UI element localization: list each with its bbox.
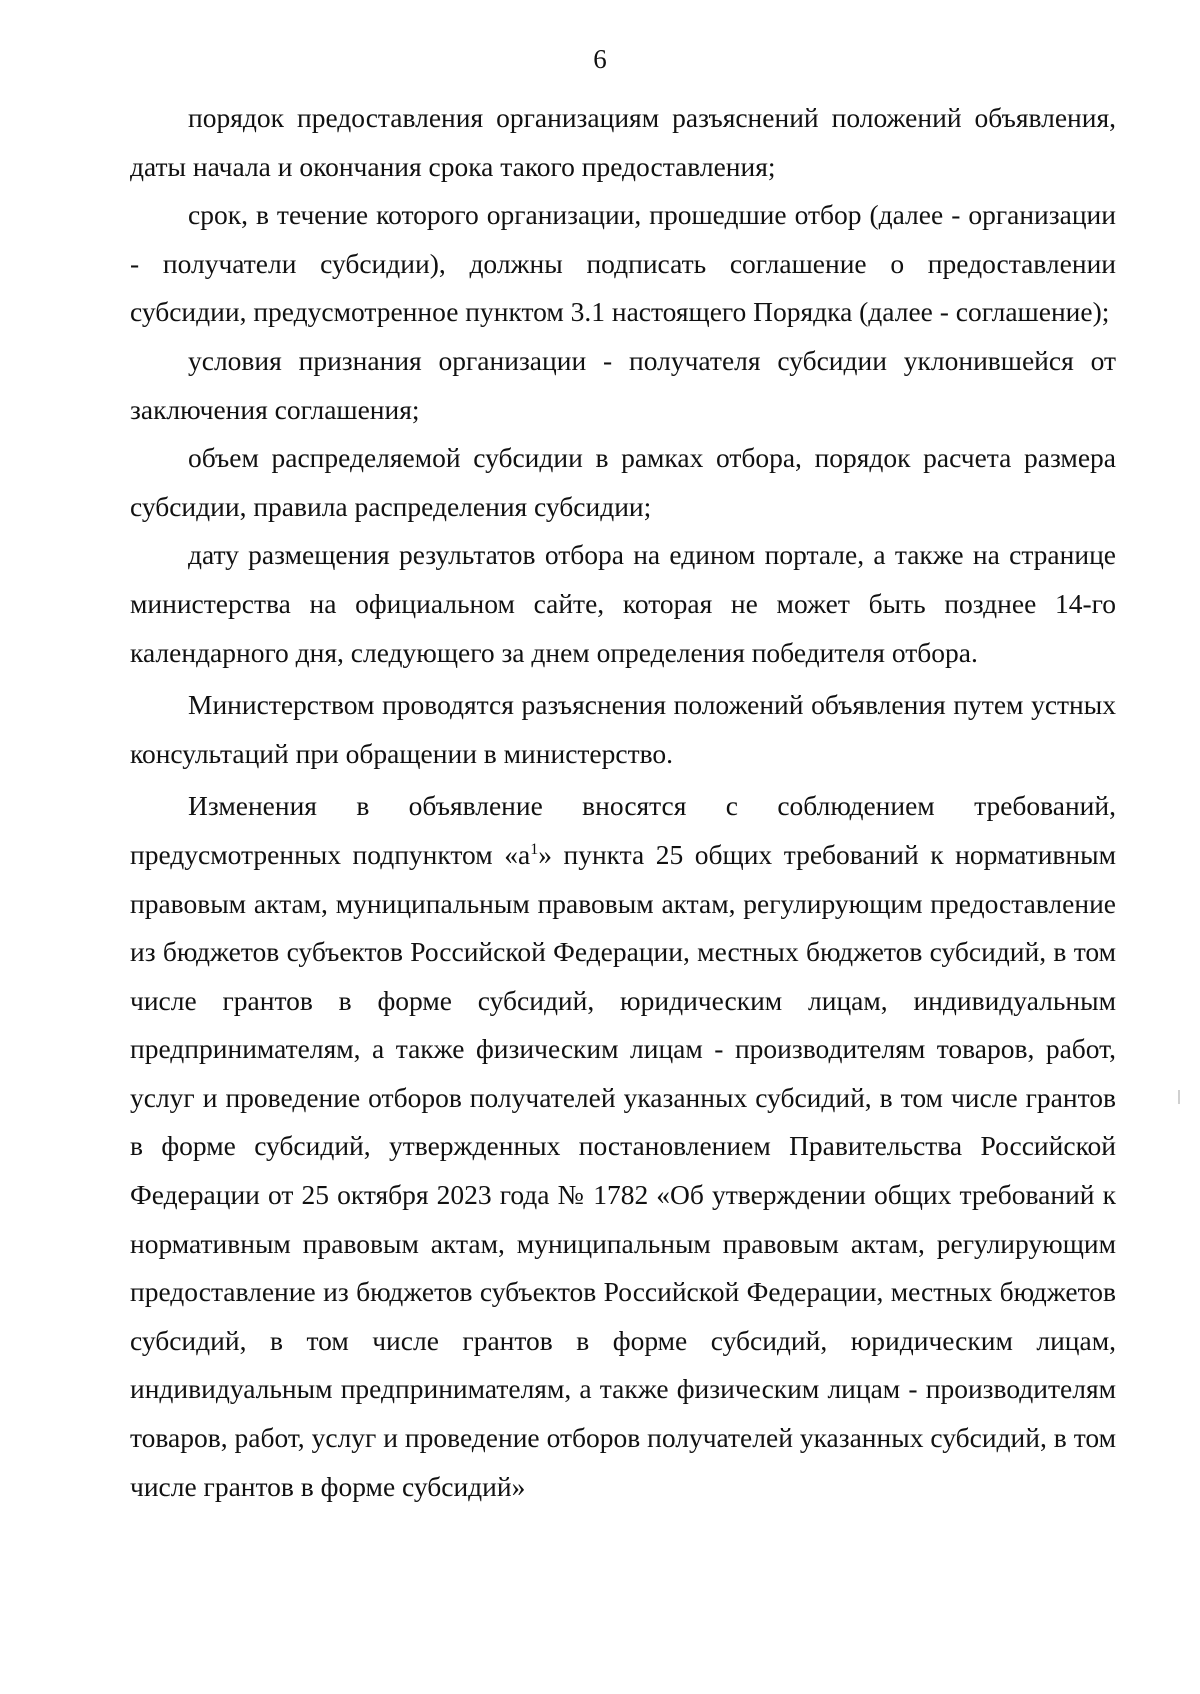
subparagraph-superscript: 1	[530, 840, 539, 858]
paragraph-results-publication: дату размещения результатов отбора на едином портале, а также на странице министерства на официальном сайте, которая не может быть позднее 14-го календарного дня, следующего за днем определения победителя отбора.	[130, 539, 1116, 668]
paragraph-subsidy-volume: объем распределяемой субсидии в рамках отбора, порядок расчета размера субсидии, правила распределения субсидии;	[130, 442, 1116, 522]
paragraph-evasion-conditions: условия признания организации - получателя субсидии уклонившейся от заключения соглашения;	[130, 344, 1116, 425]
paragraph-agreement-deadline: срок, в течение которого организации, прошедшие отбор (далее - организации - получатели субсидии), должны подписать соглашение о предоставлении субсидии, предусмотренное пунктом 3.1 настоящего Порядка (далее - соглашение);	[130, 199, 1116, 328]
paragraph-announcement-changes	[130, 782, 1116, 1511]
changes-text-after: » пункта 25 общих требований к нормативным правовым актам, муниципальным правовым актам, регулирующим предоставление из бюджетов субъектов Российской Федерации, местных бюджетов субсидий, в том числе грантов в форме субсидий, юридическим лицам, индивидуальным предпринимателям, а также физическим лицам - производителям товаров, работ, услуг и проведение отборов получателей указанных субсидий, в том числе грантов в форме субсидий, утвержденных постановлением Правительства Российской Федерации от 25 октября 2023 года № 1782 «Об утверждении общих требований к нормативным правовым актам, муниципальным правовым актам, регулирующим предоставление из бюджетов субъектов Российской Федерации, местных бюджетов субсидий, в том числе грантов в форме субсидий, юридическим лицам, индивидуальным предпринимателям, а также физическим лицам - производителям товаров, работ, услуг и проведение отборов получателей указанных субсидий, в том числе грантов в форме субсидий»	[130, 838, 1116, 1502]
paragraph-ministry-clarifications: Министерством проводятся разъяснения положений объявления путем устных консультаций при обращении в министерство.	[130, 689, 1116, 769]
document-body	[130, 94, 1116, 1511]
page-number: 6	[593, 44, 607, 74]
changes-text-before: Изменения в объявление вносятся с соблюдением требований, предусмотренных подпунктом «а	[130, 790, 1116, 870]
paragraph-clarification-procedure: порядок предоставления организациям разъяснений положений объявления, даты начала и окончания срока такого предоставления;	[130, 102, 1116, 182]
scan-artifact	[1178, 1090, 1180, 1104]
